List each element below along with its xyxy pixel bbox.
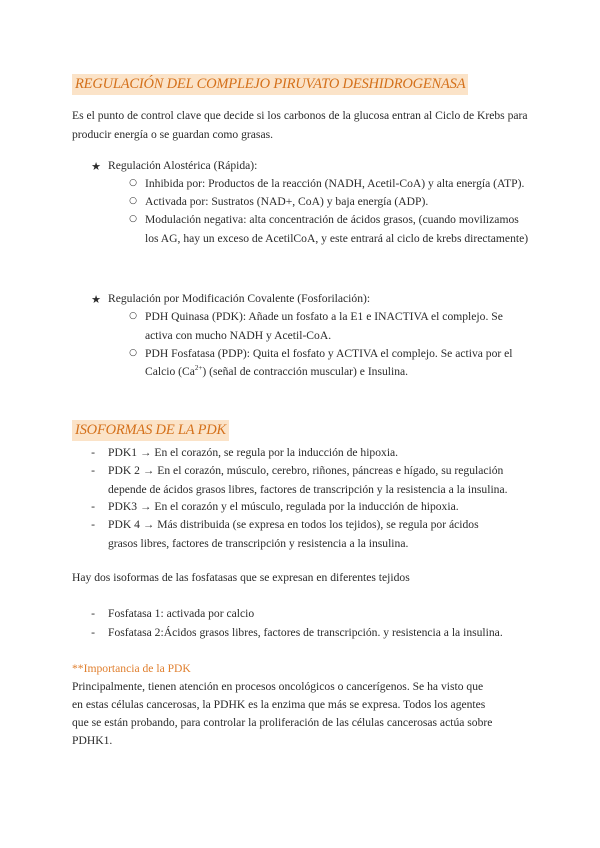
reg-alo-item-1: Inhibida por: Productos de la reacción (NADH, Acetil-CoA) y alta energía (ATP). (145, 177, 525, 190)
fosfatasa-2-item: Fosfatasa 2:Ácidos grasos libres, factores de transcripción. y resistencia a la insulina. (108, 626, 503, 639)
star-bullet-icon: ★ (91, 293, 101, 306)
circle-bullet-icon: ○ (129, 348, 137, 358)
calcio-text-rest: ) (señal de contracción muscular) e Insulina. (202, 365, 409, 378)
pdk3-item: PDK3 → En el corazón y el músculo, regulada por la inducción de hipoxia. (108, 500, 459, 513)
dash-bullet-icon: - (91, 464, 95, 477)
reg-alo-item-3: Modulación negativa: alta concentración de ácidos grasos, (cuando movilizamos los AG, hay un exceso de AcetilCoA, y este entrará al ciclo de krebs directamente) (145, 213, 529, 245)
reg-covalente-label: Regulación por Modificación Covalente (Fosforilación): (108, 292, 371, 305)
pdk1-item: PDK1 → En el corazón, se regula por la inducción de hipoxia. (108, 446, 399, 459)
section-title-isoformas: ISOFORMAS DE LA PDK (72, 420, 229, 441)
circle-bullet-icon: ○ (129, 196, 137, 206)
calcio-charge: 2+ (194, 364, 203, 372)
star-bullet-icon: ★ (91, 160, 101, 173)
reg-cov-item-2: PDH Fosfatasa (PDP): Quita el fosfato y ACTIVA el complejo. Se activa por el (145, 347, 513, 360)
calcio-text: Calcio (Ca (145, 365, 195, 378)
reg-alo-item-2: Activada por: Sustratos (NAD+, CoA) y baja energía (ADP). (145, 195, 429, 208)
circle-bullet-icon: ○ (129, 311, 137, 321)
importancia-title: **Importancia de la PDK (72, 662, 191, 675)
circle-bullet-icon: ○ (129, 178, 137, 188)
dash-bullet-icon: - (91, 518, 95, 531)
reg-cov-item-2-line2 (145, 362, 408, 381)
pdk2-item: PDK 2 → En el corazón, músculo, cerebro, riñones, páncreas e hígado, su regulación depende de ácidos grasos libres, factores de transcripción y la resistencia a la insulina. (108, 464, 508, 496)
reg-alosterica-label: Regulación Alostérica (Rápida): (108, 159, 258, 172)
importancia-line-1: Principalmente, tienen atención en procesos oncológicos o cancerígenos. Se ha visto que (72, 680, 484, 693)
circle-bullet-icon: ○ (129, 214, 137, 224)
importancia-line-3: que se están probando, para controlar la proliferación de las células cancerosas actúa sobre (72, 716, 493, 729)
dash-bullet-icon: - (91, 626, 95, 639)
section-title-regulacion: REGULACIÓN DEL COMPLEJO PIRUVATO DESHIDROGENASA (72, 74, 468, 95)
reg-cov-item-1: PDH Quinasa (PDK): Añade un fosfato a la E1 e INACTIVA el complejo. Se activa con mucho NADH y Acetil-CoA. (145, 310, 503, 342)
pdk4-item: PDK 4 → Más distribuida (se expresa en todos los tejidos), se regula por ácidos grasos libres, factores de transcripción y resistencia a la insulina. (108, 518, 479, 550)
dash-bullet-icon: - (91, 500, 95, 513)
fosfatasa-1-item: Fosfatasa 1: activada por calcio (108, 607, 255, 620)
fosfatasas-intro: Hay dos isoformas de las fosfatasas que se expresan en diferentes tejidos (72, 571, 410, 584)
intro-paragraph: Es el punto de control clave que decide si los carbonos de la glucosa entran al Ciclo de Krebs para producir energía o se guardan como grasas. (72, 109, 528, 141)
importancia-line-2: en estas células cancerosas, la PDHK es la enzima que más se expresa. Todos los agentes (72, 698, 486, 711)
dash-bullet-icon: - (91, 446, 95, 459)
dash-bullet-icon: - (91, 607, 95, 620)
importancia-line-4: PDHK1. (72, 734, 113, 747)
